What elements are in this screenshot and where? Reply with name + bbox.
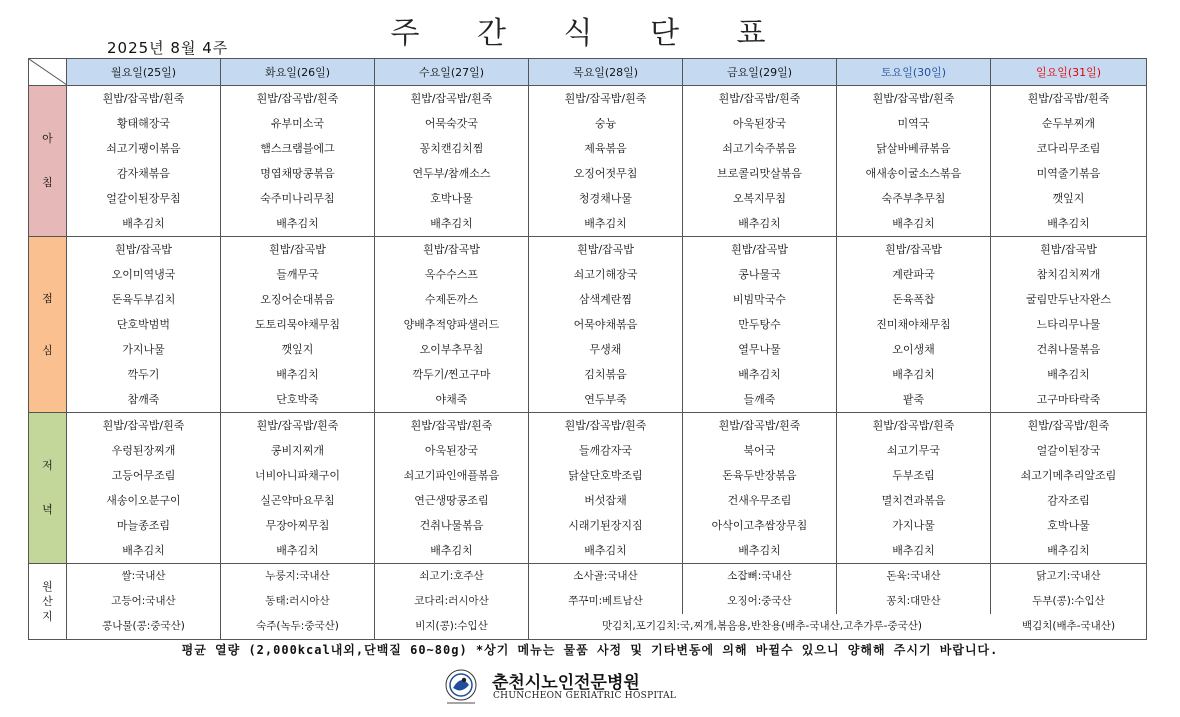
menu-item: 호박나물 xyxy=(430,192,473,205)
origin-item: 돈육:국내산 xyxy=(886,570,941,582)
page-title: 주 간 식 단 표 xyxy=(390,16,790,51)
origin-item: 두부(콩):수입산 xyxy=(1032,595,1105,607)
menu-item: 배추김치 xyxy=(430,544,473,557)
breakfast-menu-cell xyxy=(221,86,375,237)
origin-item: 숙주(녹두:중국산) xyxy=(256,620,339,632)
menu-item: 배추김치 xyxy=(276,217,319,230)
footer-note: 평균 열량 (2,000kcal내외,단백질 60~80g) *상기 메뉴는 물품 사정 및 기타변동에 의해 바뀔수 있으니 양해해 주시기 바랍니다. xyxy=(181,643,999,657)
menu-item: 무생채 xyxy=(589,343,622,356)
day-header-sun: 일요일(31일) xyxy=(991,59,1147,86)
menu-item: 배추김치 xyxy=(892,368,935,381)
menu-item: 비빔막국수 xyxy=(732,293,787,306)
origin-item: 코다리:러시아산 xyxy=(414,595,489,607)
menu-item: 유부미소국 xyxy=(270,117,325,130)
menu-item: 연근생땅콩조림 xyxy=(414,494,489,507)
origin-item: 콩나물(콩:중국산) xyxy=(102,620,185,632)
lunch-label xyxy=(29,237,67,413)
hospital-emblem-icon xyxy=(441,668,481,706)
menu-item: 배추김치 xyxy=(584,544,627,557)
meal-label-char: 저 xyxy=(42,459,53,472)
menu-item: 아욱된장국 xyxy=(732,117,787,130)
lunch-menu-cell xyxy=(67,237,221,413)
menu-item: 숙주미나리무침 xyxy=(260,192,335,205)
menu-item: 흰밥/잡곡밥 xyxy=(269,243,326,256)
menu-item: 쇠고기숙주볶음 xyxy=(722,142,797,155)
meal-label-char: 침 xyxy=(42,176,53,189)
menu-item: 고구마타락죽 xyxy=(1036,393,1101,406)
menu-item: 배추김치 xyxy=(1047,217,1090,230)
origin-row xyxy=(29,564,1147,640)
menu-item: 팥죽 xyxy=(902,393,925,406)
menu-item: 흰밥/잡곡밥/흰죽 xyxy=(410,419,493,432)
lunch-menu-cell xyxy=(221,237,375,413)
menu-item: 아삭이고추쌈장무침 xyxy=(711,519,808,532)
menu-item: 깻잎지 xyxy=(281,343,314,356)
menu-item: 배추김치 xyxy=(892,544,935,557)
menu-item: 단호박죽 xyxy=(276,393,319,406)
menu-item: 들깨감자국 xyxy=(578,444,633,457)
menu-item: 옥수수스프 xyxy=(424,268,479,281)
day-header-row xyxy=(29,59,1147,86)
menu-item: 청경채나물 xyxy=(578,192,633,205)
menu-item: 흰밥/잡곡밥 xyxy=(577,243,634,256)
menu-item: 흰밥/잡곡밥 xyxy=(1040,243,1097,256)
origin-item: 쭈꾸미:베트남산 xyxy=(568,595,643,607)
menu-item: 흰밥/잡곡밥 xyxy=(423,243,480,256)
menu-item: 숙주부추무침 xyxy=(881,192,946,205)
menu-item: 시래기된장지짐 xyxy=(568,519,643,532)
menu-item: 실곤약마요무침 xyxy=(260,494,335,507)
origin-item: 오징어:중국산 xyxy=(727,595,792,607)
menu-item: 깍두기/찐고구마 xyxy=(412,368,491,381)
menu-item: 배추김치 xyxy=(122,544,165,557)
menu-item: 흰밥/잡곡밥/흰죽 xyxy=(872,92,955,105)
menu-item: 새송이오분구이 xyxy=(106,494,181,507)
menu-item: 배추김치 xyxy=(276,544,319,557)
breakfast-menu-cell xyxy=(991,86,1147,237)
corner-cell xyxy=(29,59,67,86)
menu-item: 버섯잡채 xyxy=(584,494,627,507)
menu-item: 미역줄기볶음 xyxy=(1036,167,1101,180)
menu-item: 콩나물국 xyxy=(738,268,781,281)
menu-item: 얼갈이된장무침 xyxy=(106,192,181,205)
meal-label-char: 점 xyxy=(42,291,53,305)
lunch-menu-cell xyxy=(683,237,837,413)
menu-item: 배추김치 xyxy=(892,217,935,230)
origin-item: 소잡뼈:국내산 xyxy=(727,570,792,582)
menu-item: 북어국 xyxy=(743,444,776,457)
menu-item: 숭늉 xyxy=(594,117,617,130)
day-header-tue: 화요일(26일) xyxy=(221,59,375,86)
menu-item: 배추김치 xyxy=(1047,368,1090,381)
lunch-row xyxy=(29,237,1147,413)
menu-item: 아욱된장국 xyxy=(424,444,479,457)
breakfast-label xyxy=(29,86,67,237)
dinner-menu-cell xyxy=(529,413,683,564)
dinner-menu-cell xyxy=(991,413,1147,564)
origin-cell xyxy=(991,564,1147,640)
menu-item: 배추김치 xyxy=(738,544,781,557)
menu-item: 배추김치 xyxy=(738,368,781,381)
meal-label-char: 심 xyxy=(42,343,53,357)
menu-item: 진미채야채무침 xyxy=(876,318,951,331)
origin-item: 소사골:국내산 xyxy=(573,570,638,582)
day-header-fri: 금요일(29일) xyxy=(683,59,837,86)
menu-item: 흰밥/잡곡밥/흰죽 xyxy=(872,419,955,432)
menu-item: 배추김치 xyxy=(584,217,627,230)
origin-cell xyxy=(67,564,221,640)
menu-item: 어묵숙갓국 xyxy=(424,117,479,130)
menu-item: 미역국 xyxy=(897,117,930,130)
menu-item: 흰밥/잡곡밥/흰죽 xyxy=(410,92,493,105)
menu-item: 흰밥/잡곡밥/흰죽 xyxy=(718,419,801,432)
menu-item: 순두부찌개 xyxy=(1041,117,1096,130)
origin-item: 닭고기:국내산 xyxy=(1036,570,1101,582)
menu-item: 감자조림 xyxy=(1047,494,1090,507)
menu-item: 열무나물 xyxy=(738,343,781,356)
menu-item: 가지나물 xyxy=(122,343,165,356)
menu-item: 닭살단호박조림 xyxy=(568,469,643,482)
menu-item: 흰밥/잡곡밥/흰죽 xyxy=(256,92,339,105)
menu-item: 돈육폭찹 xyxy=(892,293,935,306)
dinner-menu-cell xyxy=(221,413,375,564)
menu-item: 닭살바베큐볶음 xyxy=(876,142,951,155)
origin-cell xyxy=(375,564,529,640)
origin-item: 백김치(배추-국내산) xyxy=(1021,620,1116,632)
lunch-menu-cell xyxy=(375,237,529,413)
menu-item: 연두부죽 xyxy=(584,393,627,406)
dinner-menu-cell xyxy=(67,413,221,564)
origin-cell xyxy=(221,564,375,640)
menu-item: 굴림만두난자완스 xyxy=(1025,293,1111,306)
menu-item: 계란파국 xyxy=(892,268,935,281)
dinner-label xyxy=(29,413,67,564)
menu-item: 흰밥/잡곡밥 xyxy=(885,243,942,256)
menu-item: 만두탕수 xyxy=(738,318,781,331)
menu-item: 김치볶음 xyxy=(584,368,627,381)
menu-item: 브로콜리맛살볶음 xyxy=(716,167,802,180)
origin-label-char: 산 xyxy=(42,595,53,608)
menu-item: 깍두기 xyxy=(127,368,160,381)
origin-label xyxy=(29,564,67,640)
lunch-menu-cell xyxy=(529,237,683,413)
menu-item: 건취나물볶음 xyxy=(1036,343,1101,356)
origin-item: 누룽지:국내산 xyxy=(265,570,330,582)
menu-item: 배추김치 xyxy=(1047,544,1090,557)
menu-item: 돈육두부김치 xyxy=(111,293,176,306)
menu-item: 황태해장국 xyxy=(116,117,171,130)
breakfast-menu-cell xyxy=(375,86,529,237)
origin-item: 쇠고기:호주산 xyxy=(419,570,484,582)
menu-item: 건새우무조림 xyxy=(727,494,792,507)
menu-item: 흰밥/잡곡밥 xyxy=(115,243,172,256)
menu-item: 명엽채땅콩볶음 xyxy=(260,167,335,180)
breakfast-menu-cell xyxy=(683,86,837,237)
menu-item: 배추김치 xyxy=(430,217,473,230)
day-header-thu: 목요일(28일) xyxy=(529,59,683,86)
origin-item: 쌀:국내산 xyxy=(121,570,166,582)
weekly-menu-table xyxy=(28,58,1147,640)
hospital-name-english: CHUNCHEON GERIATRIC HOSPITAL xyxy=(493,691,677,701)
menu-item: 배추김치 xyxy=(738,217,781,230)
menu-item: 고등어무조림 xyxy=(111,469,176,482)
menu-item: 흰밥/잡곡밥/흰죽 xyxy=(564,419,647,432)
breakfast-row xyxy=(29,86,1147,237)
menu-item: 쇠고기해장국 xyxy=(573,268,638,281)
menu-item: 배추김치 xyxy=(122,217,165,230)
menu-item: 들깨죽 xyxy=(743,393,776,406)
menu-item: 흰밥/잡곡밥/흰죽 xyxy=(1027,419,1110,432)
menu-item: 오복지무침 xyxy=(732,192,787,205)
menu-item: 쇠고기메추리알조림 xyxy=(1020,469,1117,482)
menu-item: 두부조림 xyxy=(892,469,935,482)
menu-item: 도토리묵야채무침 xyxy=(254,318,340,331)
menu-item: 야채죽 xyxy=(435,393,468,406)
meal-label-char: 아 xyxy=(42,132,53,145)
menu-item: 들깨무국 xyxy=(276,268,319,281)
day-header-mon: 월요일(25일) xyxy=(67,59,221,86)
menu-item: 흰밥/잡곡밥/흰죽 xyxy=(102,419,185,432)
menu-item: 콩비지찌개 xyxy=(270,444,325,457)
breakfast-menu-cell xyxy=(837,86,991,237)
menu-item: 흰밥/잡곡밥/흰죽 xyxy=(1027,92,1110,105)
week-label: 2025년 8월 4주 xyxy=(107,39,229,57)
menu-item: 어묵야채볶음 xyxy=(573,318,638,331)
menu-item: 수제돈까스 xyxy=(424,293,479,306)
origin-label-char: 지 xyxy=(42,610,53,623)
origin-item: 꽁치:대만산 xyxy=(886,595,941,607)
origin-item: 비지(콩):수입산 xyxy=(415,620,488,632)
menu-item: 흰밥/잡곡밥/흰죽 xyxy=(564,92,647,105)
day-header-wed: 수요일(27일) xyxy=(375,59,529,86)
origin-item: 고등어:국내산 xyxy=(111,595,176,607)
origin-item: 동태:러시아산 xyxy=(265,595,330,607)
menu-item: 호박나물 xyxy=(1047,519,1090,532)
menu-item: 오징어순대볶음 xyxy=(260,293,335,306)
menu-item: 양배추적양파샐러드 xyxy=(403,318,500,331)
meal-label-char: 녁 xyxy=(42,503,53,516)
menu-item: 오이생채 xyxy=(892,343,935,356)
menu-item: 단호박범벅 xyxy=(116,318,171,331)
menu-item: 오이미역냉국 xyxy=(111,268,176,281)
menu-item: 쇠고기팽이볶음 xyxy=(106,142,181,155)
diagonal-line-icon xyxy=(29,59,67,85)
menu-item: 건취나물볶음 xyxy=(419,519,484,532)
menu-item: 깻잎지 xyxy=(1052,192,1085,205)
menu-item: 돈육두반장볶음 xyxy=(722,469,797,482)
menu-item: 감자채볶음 xyxy=(116,167,171,180)
menu-item: 마늘종조림 xyxy=(116,519,171,532)
menu-item: 너비아니파채구이 xyxy=(254,469,340,482)
dinner-row xyxy=(29,413,1147,564)
origin-item: 맛김치,포기김치:국,찌개,볶음용,반찬용(배추-국내산,고추가루-중국산) xyxy=(529,614,995,639)
menu-item: 쇠고기무국 xyxy=(886,444,941,457)
menu-item: 쇠고기파인애플볶음 xyxy=(403,469,500,482)
menu-item: 참치김치찌개 xyxy=(1036,268,1101,281)
menu-item: 애새송이굴소스볶음 xyxy=(865,167,962,180)
lunch-menu-cell xyxy=(991,237,1147,413)
menu-item: 참깨죽 xyxy=(127,393,160,406)
breakfast-menu-cell xyxy=(529,86,683,237)
menu-item: 흰밥/잡곡밥/흰죽 xyxy=(102,92,185,105)
menu-item: 흰밥/잡곡밥/흰죽 xyxy=(718,92,801,105)
menu-item: 오징어젓무침 xyxy=(573,167,638,180)
lunch-menu-cell xyxy=(837,237,991,413)
menu-item: 우렁된장찌개 xyxy=(111,444,176,457)
dinner-menu-cell xyxy=(837,413,991,564)
menu-item: 흰밥/잡곡밥 xyxy=(731,243,788,256)
dinner-menu-cell xyxy=(683,413,837,564)
origin-label-char: 원 xyxy=(42,580,53,593)
dinner-menu-cell xyxy=(375,413,529,564)
menu-item: 햄스크램블에그 xyxy=(260,142,335,155)
menu-item: 배추김치 xyxy=(276,368,319,381)
hospital-name: 춘천시노인전문병원 xyxy=(492,673,640,693)
menu-item: 꽁치캔김치찜 xyxy=(419,142,484,155)
menu-item: 제육볶음 xyxy=(584,142,627,155)
menu-item: 삼색계란찜 xyxy=(578,293,633,306)
menu-item: 가지나물 xyxy=(892,519,935,532)
menu-item: 연두부/참깨소스 xyxy=(412,167,491,180)
menu-item: 얼갈이된장국 xyxy=(1036,444,1101,457)
breakfast-menu-cell xyxy=(67,86,221,237)
menu-item: 느타리무나물 xyxy=(1036,318,1101,331)
menu-item: 코다리무조림 xyxy=(1036,142,1101,155)
menu-item: 멸치견과볶음 xyxy=(881,494,946,507)
menu-item: 오이부추무침 xyxy=(419,343,484,356)
menu-item: 흰밥/잡곡밥/흰죽 xyxy=(256,419,339,432)
day-header-sat: 토요일(30일) xyxy=(837,59,991,86)
menu-item: 무장아찌무침 xyxy=(265,519,330,532)
